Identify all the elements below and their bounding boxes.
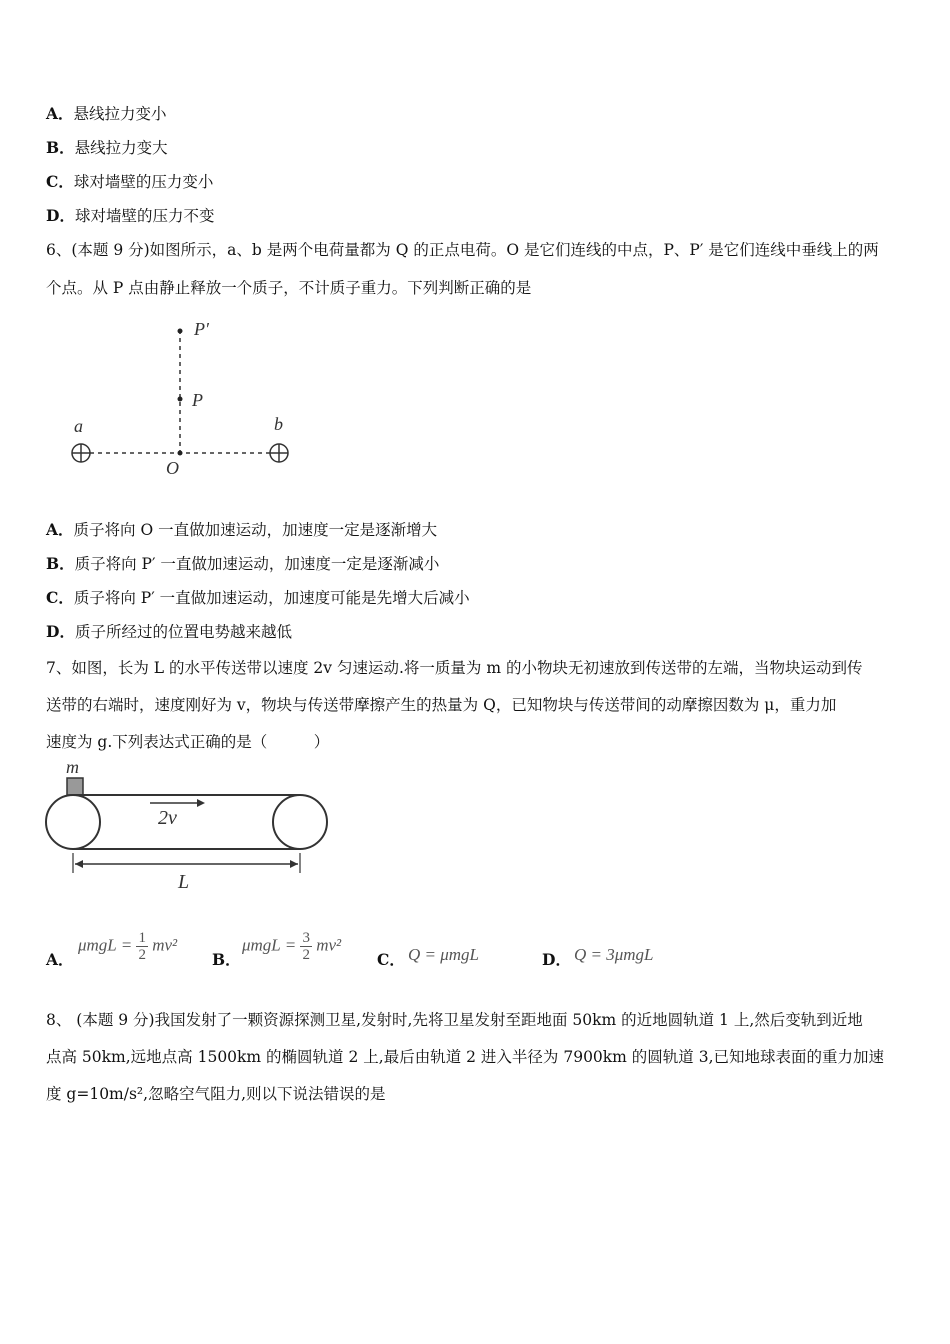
q5-option-b: B．悬线拉力变大 [46,138,168,157]
q6-option-d: D．质子所经过的位置电势越来越低 [46,622,292,641]
charge-a-icon [72,444,90,462]
block-m [67,778,83,795]
q7-option-a-label: A． [46,950,74,969]
label-speed: 2v [158,807,177,829]
label-a: a [74,416,83,436]
point-p [178,397,183,402]
q7-option-b-formula: μmgL = $\frac{3}{2}$ mv² [242,930,342,963]
label-b: b [274,414,283,434]
q8-stem-line3: 度 g=10m/s²,忽略空气阻力,则以下说法错误的是 [46,1085,386,1103]
q6-stem-line2: 个点。从 P 点由静止释放一个质子，不计质子重力。下列判断正确的是 [46,279,532,297]
right-pulley [273,795,327,849]
label-p: P [192,390,203,410]
q5-option-c: C．球对墙壁的压力变小 [46,172,214,191]
q7-option-b-label: B． [212,950,241,969]
label-p-prime: P′ [194,319,209,339]
point-p-prime [178,329,183,334]
label-o: O [166,458,179,478]
q7-stem-line3: 速度为 g.下列表达式正确的是（ ） [46,733,330,751]
q8-stem-line1: 8、 (本题 9 分)我国发射了一颗资源探测卫星,发射时,先将卫星发射至距地面 50km 的近地圆轨道 1 上,然后变轨到近地 [46,1011,863,1029]
q8-stem-line2: 点高 50km,远地点高 1500km 的椭圆轨道 2 上,最后由轨道 2 进入半径为 7900km 的圆轨道 3,已知地球表面的重力加速 [46,1048,885,1066]
label-length: L [178,871,190,893]
velocity-arrowhead [197,799,205,807]
q7-stem-line1: 7、如图，长为 L 的水平传送带以速度 2v 匀速运动.将一质量为 m 的小物块无初速放到传送带的左端，当物块运动到传 [46,659,863,677]
q5-option-d: D．球对墙壁的压力不变 [46,206,215,225]
charge-b-icon [270,444,288,462]
q6-stem-line1: 6、(本题 9 分)如图所示，a、b 是两个电荷量都为 Q 的正点电荷。O 是它们连线的中点，P、P′ 是它们连线中垂线上的两 [46,241,879,259]
q7-option-d-formula: Q = 3μmgL [574,945,654,964]
q6-charge-figure [60,310,320,490]
q6-option-b: B．质子将向 P′ 一直做加速运动，加速度一定是逐渐减小 [46,554,440,573]
q7-option-c-label: C． [377,950,405,969]
label-m: m [66,758,79,777]
q6-option-c: C．质子将向 P′ 一直做加速运动，加速度可能是先增大后减小 [46,588,470,607]
q7-option-d-label: D． [542,950,571,969]
q7-stem-line2: 送带的右端时，速度刚好为 v，物块与传送带摩擦产生的热量为 Q，已知物块与传送带间的动摩擦因数为 μ，重力加 [46,696,837,714]
q7-conveyor-figure [42,758,342,893]
q7-option-c-formula: Q = μmgL [408,945,480,964]
q7-option-a-formula: μmgL = $\frac{1}{2}$ mv² [78,930,178,963]
point-o [178,451,183,456]
q5-option-a: A．悬线拉力变小 [46,104,167,123]
q6-option-a: A．质子将向 O 一直做加速运动，加速度一定是逐渐增大 [46,520,438,539]
left-pulley [46,795,100,849]
